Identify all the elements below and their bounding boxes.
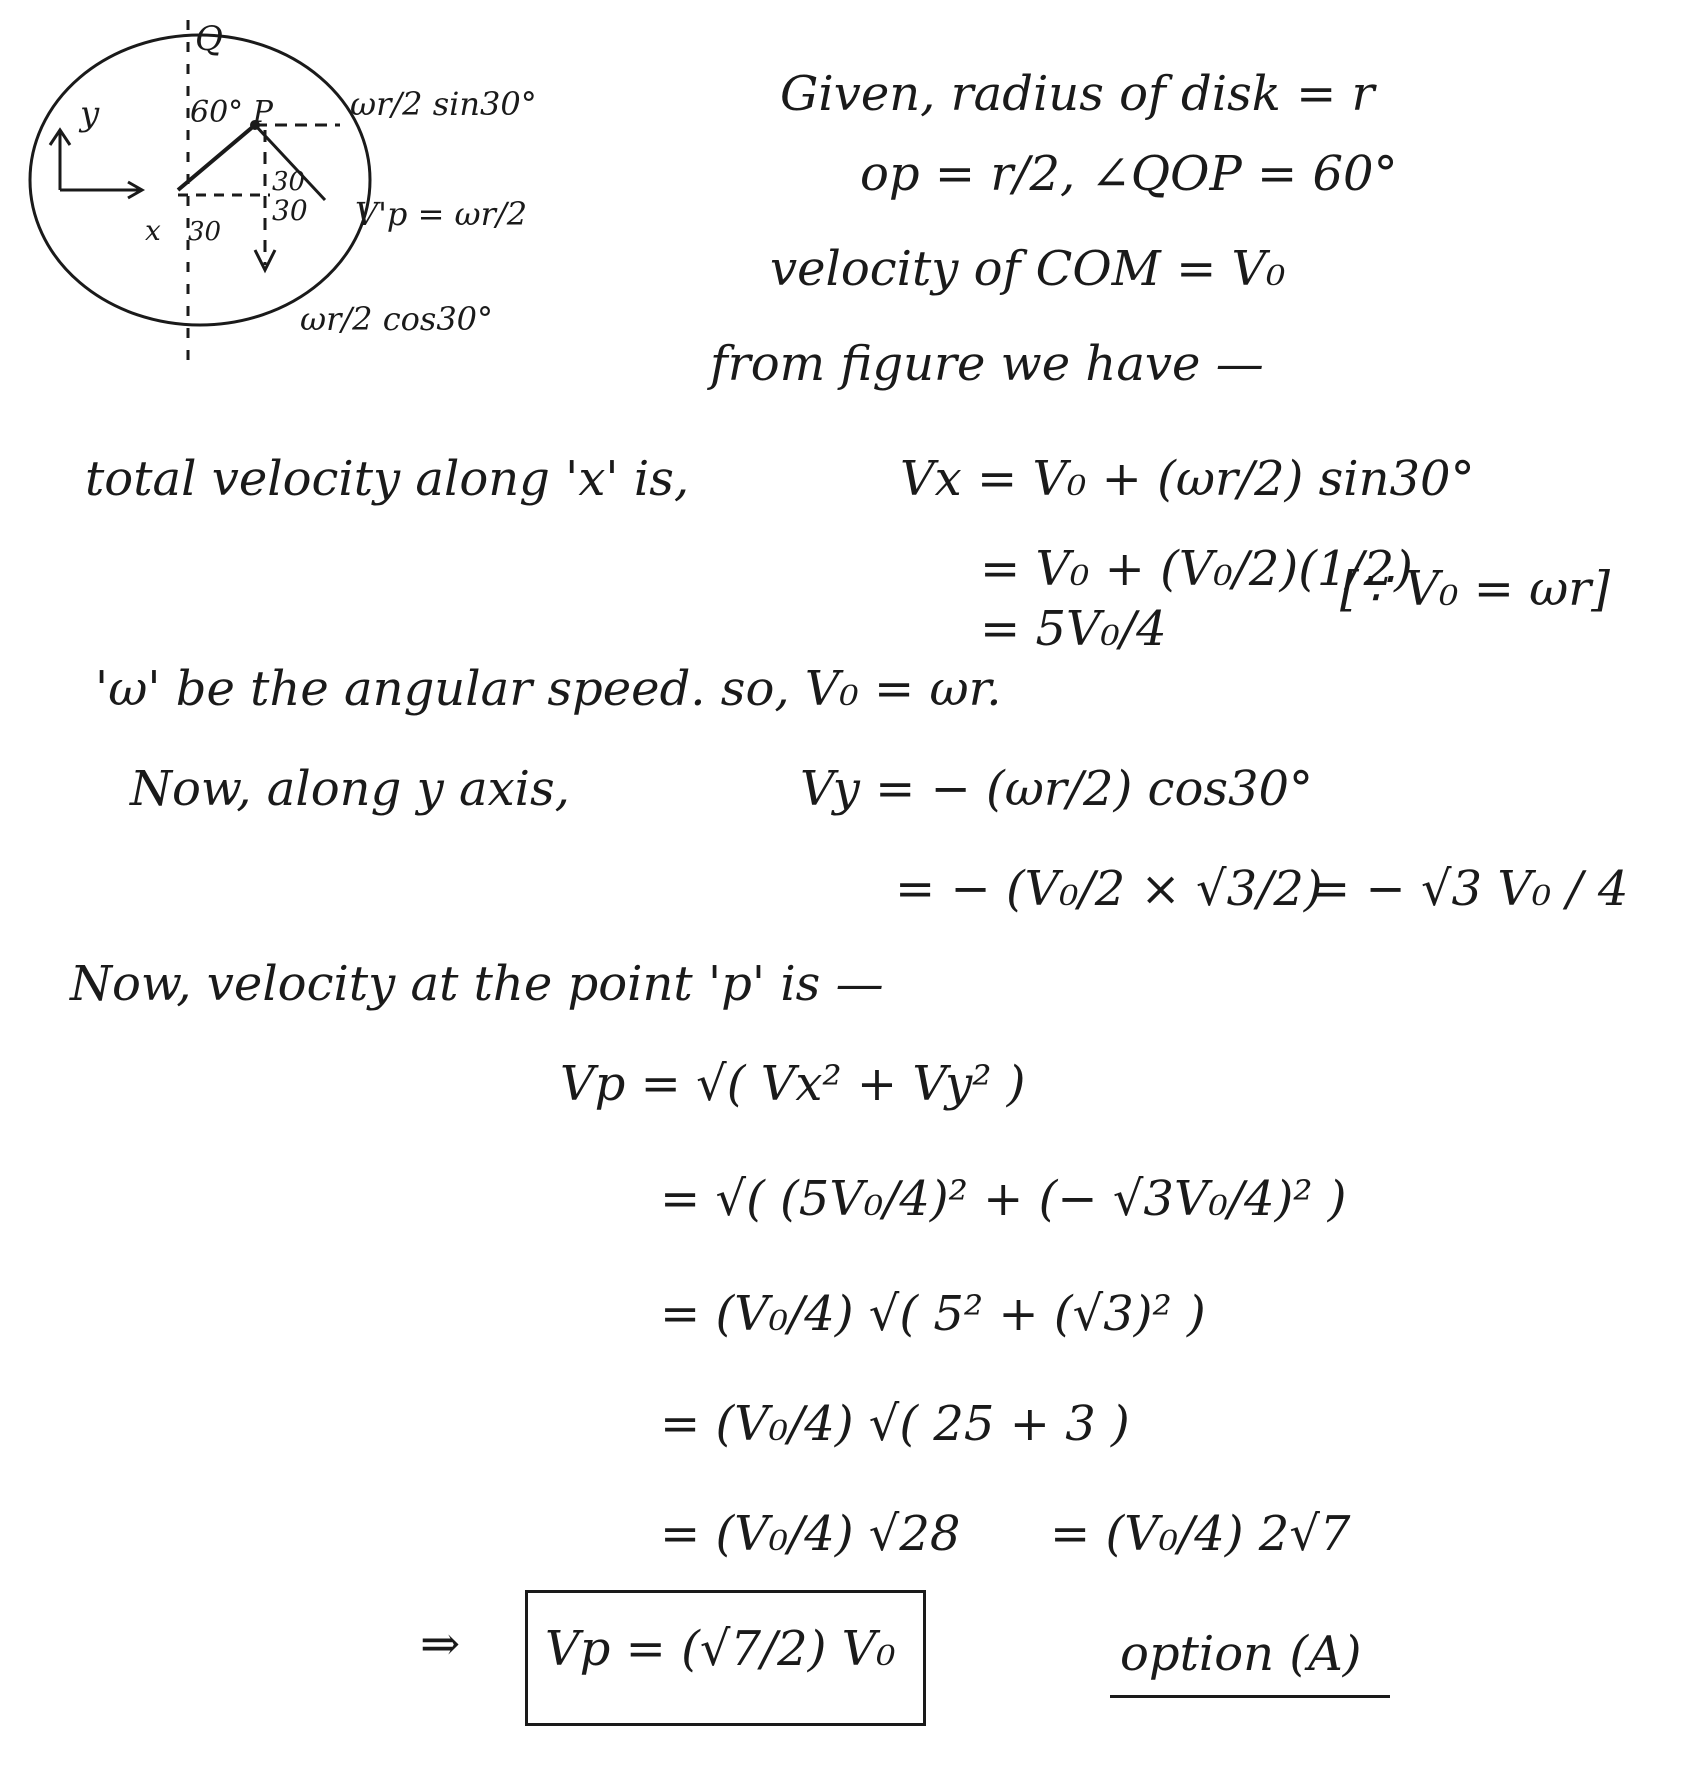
vx-line-1: Vx = V₀ + (ωr/2) sin30°: [900, 451, 1475, 507]
vp-line-4: = (V₀/4) √( 25 + 3 ): [660, 1396, 1130, 1452]
label-q: Q: [195, 19, 223, 59]
vy-line-1: Vy = − (ωr/2) cos30°: [800, 761, 1314, 817]
given-line-1: Given, radius of disk = r: [780, 66, 1375, 122]
label-30a: 30: [188, 217, 222, 247]
given-line-3: velocity of COM = V₀: [770, 241, 1286, 297]
label-30b: 30: [272, 194, 308, 227]
vp-line-1: Vp = √( Vx² + Vy² ): [560, 1056, 1026, 1112]
y-intro: Now, along y axis,: [130, 761, 570, 817]
disk-diagram: [10, 10, 630, 430]
option-answer: option (A): [1120, 1626, 1362, 1682]
vy-line-3: = − √3 V₀ / 4: [1310, 861, 1629, 917]
label-p-angle: 60° P: [190, 95, 273, 130]
label-30c: 30: [272, 167, 306, 197]
label-x: x: [145, 214, 161, 247]
vp-line-3: = (V₀/4) √( 5² + (√3)² ): [660, 1286, 1206, 1342]
vp-line-2: = √( (5V₀/4)² + (− √3V₀/4)² ): [660, 1171, 1347, 1227]
implies-arrow: ⇒: [420, 1616, 461, 1672]
op-line: [178, 125, 255, 190]
label-bottom: ωr/2 cos30°: [300, 300, 494, 338]
given-line-2: op = r/2, ∠QOP = 60°: [860, 146, 1398, 202]
label-top: ωr/2 sin30°: [350, 85, 537, 123]
disk-outline: [30, 35, 370, 325]
vx-line-3: = 5V₀/4: [980, 601, 1167, 657]
vy-line-2: = − (V₀/2 × √3/2): [895, 861, 1323, 917]
vp-line-5b: = (V₀/4) 2√7: [1050, 1506, 1351, 1562]
given-line-4: from figure we have —: [710, 336, 1264, 392]
result-text: Vp = (√7/2) V₀: [545, 1621, 896, 1677]
vx-note: [∵ V₀ = ωr]: [1340, 561, 1610, 617]
vp-line-5: = (V₀/4) √28: [660, 1506, 961, 1562]
p-intro: Now, velocity at the point 'p' is —: [70, 956, 884, 1012]
down-arrow-head: [255, 250, 275, 270]
label-y: y: [80, 94, 100, 134]
vx-line-2: = V₀ + (V₀/2)(1/2): [980, 541, 1413, 597]
x-intro: total velocity along 'x' is,: [85, 451, 690, 507]
option-underline: [1110, 1695, 1390, 1698]
omega-definition: 'ω' be the angular speed. so, V₀ = ωr.: [95, 661, 1002, 717]
label-vp: V'p = ωr/2: [355, 195, 528, 233]
